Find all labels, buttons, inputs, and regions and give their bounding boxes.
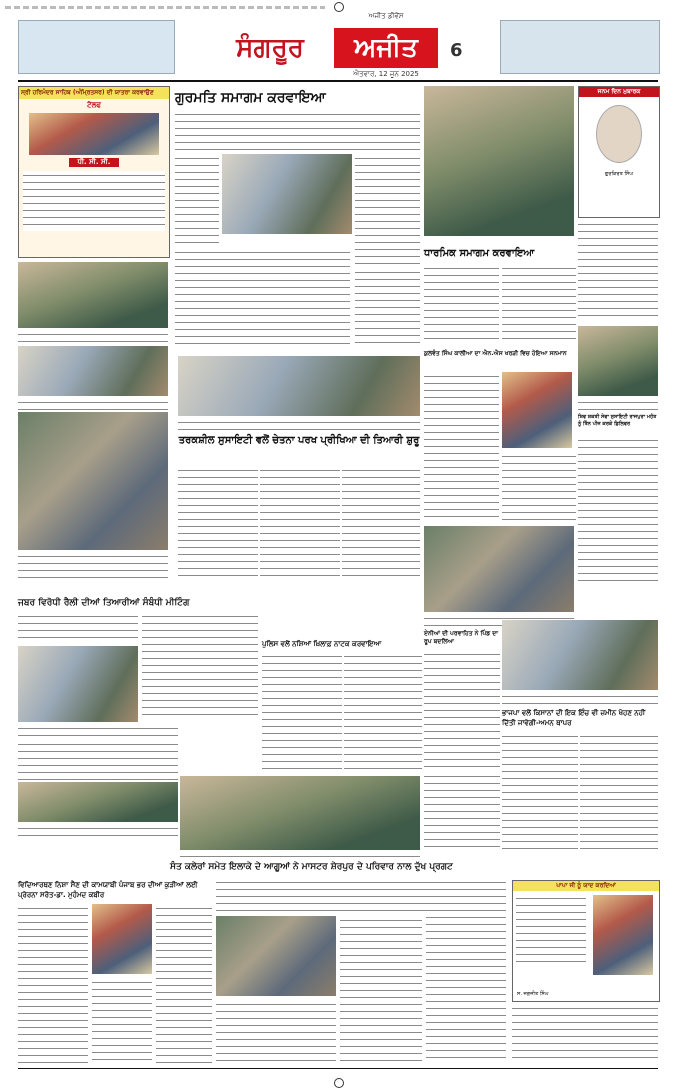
logo-sangrur: ਸੰਗਰੂਰ	[210, 28, 330, 68]
photo-caption	[180, 852, 420, 862]
birthday-box	[578, 86, 660, 218]
headline-pind-roop: ਏਨੀਆਂ ਦੀ ਪਰਵਾਹਿਤ ਨੇ ਪਿੰਡ ਦਾ ਰੂਪ ਬਦਲਿਆ	[424, 630, 498, 645]
ad-bottom-right	[512, 880, 660, 1002]
article-body	[260, 466, 340, 582]
article-body	[340, 916, 422, 1064]
child-portrait	[596, 105, 642, 163]
headline-shiv-shakti: ਸ਼ਿਵ ਸ਼ਕਤੀ ਸੇਵਾ ਸੁਸਾਇਟੀ ਰਾਜਪੁਰਾ ਮਹੰਤ ਨੂੰ ਤਿੰਨ ਪੀਜ ਕਰਕੇ ਡਿਲਿਵਰ	[578, 414, 657, 427]
logo-ajit: ਅਜੀਤ	[334, 28, 438, 68]
headline-bjp-amman-thapar: ਭਾਜਪਾ ਵਲੋਂ ਕਿਸਾਨਾਂ ਦੀ ਇਕ ਇੰਚ ਵੀ ਜ਼ਮੀਨ ਖੋਹਣ ਨਹੀਂ ਦਿੱਤੀ ਜਾਵੇਗੀ-ਅਮਨ ਥਾਪਰ	[502, 709, 646, 727]
print-slug-line	[5, 6, 325, 9]
article-body	[426, 878, 506, 1064]
portrait-photo	[92, 904, 152, 974]
event-photo	[18, 262, 168, 328]
article-body	[216, 1000, 336, 1064]
meeting-photo	[18, 646, 138, 722]
golden-temple-image	[29, 113, 159, 155]
article-body	[424, 772, 500, 852]
article-body	[92, 978, 152, 1064]
event-photo	[18, 412, 168, 550]
group-photo	[578, 326, 658, 396]
photo-caption	[18, 724, 178, 736]
event-photo	[18, 346, 168, 396]
article-body	[502, 264, 576, 344]
article-body	[175, 248, 350, 348]
photo-caption	[502, 692, 658, 704]
event-photo	[18, 782, 178, 822]
masthead-rule	[18, 80, 658, 82]
ad-left-subtitle: ਟੋਲਫ	[87, 101, 101, 109]
article-body	[424, 264, 499, 344]
headline-nisha-sain: ਵਿਦਿਆਰਥਣ ਨਿਸ਼ਾ ਸੈਣ ਦੀ ਕਾਮਯਾਬੀ ਪੰਜਾਬ ਭਰ ਦੀਆਂ ਕੁੜੀਆਂ ਲਈ ਪ੍ਰੇਰਨਾ ਸਰੋਤ-ਡਾ. ਮੁਹੰਮਦ ਕਬੀਰ	[18, 881, 198, 899]
school-photo	[178, 356, 420, 416]
article-body	[578, 220, 658, 320]
tagline: ਅਜੀਤ ਡੀਵੋਂਸ	[368, 12, 404, 20]
article-body	[262, 652, 342, 772]
photo-caption	[18, 824, 178, 838]
article-photo	[222, 154, 352, 234]
photo-caption	[18, 330, 168, 344]
headline-sant-kaleran: ਸੰਤ ਕਲੇਰਾਂ ਸਮੇਤ ਇਲਾਕੇ ਦੇ ਆਗੂਆਂ ਨੇ ਮਾਸਟਰ ਸ਼ੇਰਪੁਰ ਦੇ ਪਰਿਵਾਰ ਨਾਲ ਦੁੱਖ ਪ੍ਰਗਟ	[170, 862, 453, 872]
event-photo	[424, 86, 574, 236]
ad-left	[18, 86, 170, 258]
article-body	[355, 154, 420, 264]
article-body	[342, 466, 420, 582]
article-body	[142, 612, 258, 720]
article-body	[18, 904, 88, 1064]
event-photo	[424, 526, 574, 612]
condolence-photo	[216, 916, 336, 996]
article-body	[424, 650, 500, 770]
headline-tarksheel: ਤਰਕਸ਼ੀਲ ਸੁਸਾਇਟੀ ਵਲੋਂ ਚੇਤਨਾ ਪਰਖ ਪ੍ਰੀਖਿਆ ਦੀ ਤਿਆਰੀ ਸ਼ੁਰੂ	[178, 435, 420, 446]
crowd-photo	[180, 776, 420, 850]
birthday-heading: ਜਨਮ ਦਿਨ ਮੁਬਾਰਕ	[579, 87, 659, 97]
ad-left-title: ਸ੍ਰੀ ਹਰਿਮੰਦਰ ਸਾਹਿਬ (ਅੰਮ੍ਰਿਤਸਰ) ਦੀ ਯਾਤਰਾ ਕਰਵਾਉਣ	[19, 87, 169, 99]
date: ਐਤਵਾਰ, 12 ਜੂਨ 2025	[353, 70, 419, 78]
article-body	[424, 372, 499, 522]
article-body	[502, 452, 576, 522]
ad-left-body	[23, 171, 165, 231]
ad-bottom-body	[516, 894, 586, 964]
photo-caption	[578, 398, 658, 410]
article-body	[156, 904, 212, 1064]
article-body	[502, 732, 578, 852]
headline-dharmik-samagam: ਧਾਰਮਿਕ ਸਮਾਗਮ ਕਰਵਾਇਆ	[424, 248, 535, 259]
registration-mark	[334, 2, 344, 12]
birthday-caption: ਗੁਰਕਿਰਤ ਸਿੰਘ	[604, 171, 634, 177]
ad-bottom-caption: ਸ. ਜਗਜੀਤ ਸਿੰਘ	[517, 991, 549, 997]
article-body	[175, 154, 219, 244]
page-number: 6	[450, 40, 463, 61]
headline-jabar-virodhi: ਜਬਰ ਵਿਰੋਧੀ ਰੈਲੀ ਦੀਆਂ ਤਿਆਰੀਆਂ ਸੰਬੰਧੀ ਮੀਟਿੰਗ	[18, 598, 190, 608]
ad-left-banner: ਧੀ. ਸੀ. ਸੀ.	[69, 158, 119, 167]
header-photo-right	[500, 20, 660, 74]
photo-caption	[18, 398, 168, 410]
event-photo	[502, 620, 658, 690]
article-body	[578, 436, 658, 586]
portrait-photo	[502, 372, 572, 448]
headline-police-nashe: ਪੁਲਿਸ ਵਲੋਂ ਨਸ਼ਿਆਂ ਖ਼ਿਲਾਫ਼ ਨਾਟਕ ਕਰਵਾਇਆ	[262, 640, 382, 648]
article-body	[178, 466, 258, 582]
article-body	[18, 740, 178, 780]
header-photo-left	[18, 20, 175, 74]
article-body	[355, 268, 420, 348]
masthead	[210, 12, 470, 78]
headline-gurmat-samagam: ਗੁਰਮਤਿ ਸਮਾਗਮ ਕਰਵਾਇਆ	[175, 90, 326, 106]
article-body	[175, 110, 420, 150]
photo-caption	[18, 552, 168, 578]
publisher-info	[512, 1004, 658, 1064]
ad-bottom-title: ਪਾਪਾ ਜੀ ਨੂੰ ਯਾਦ ਕਰਦਿਆਂ	[513, 881, 659, 891]
article-body	[18, 612, 138, 642]
headline-kulwant-singh: ਕੁਲਵੰਤ ਸਿੰਘ ਕਾਲੀਆ ਦਾ ਐਨ.ਐਸ ਖਰੜੀ ਵਿਚ ਹੋਇਆ ਸਨਮਾਨ	[424, 350, 567, 357]
footer-rule	[18, 1068, 658, 1069]
article-body	[344, 652, 422, 772]
elderly-portrait	[593, 895, 653, 975]
article-body	[580, 732, 658, 852]
photo-caption	[178, 418, 420, 430]
registration-mark	[334, 1078, 344, 1088]
